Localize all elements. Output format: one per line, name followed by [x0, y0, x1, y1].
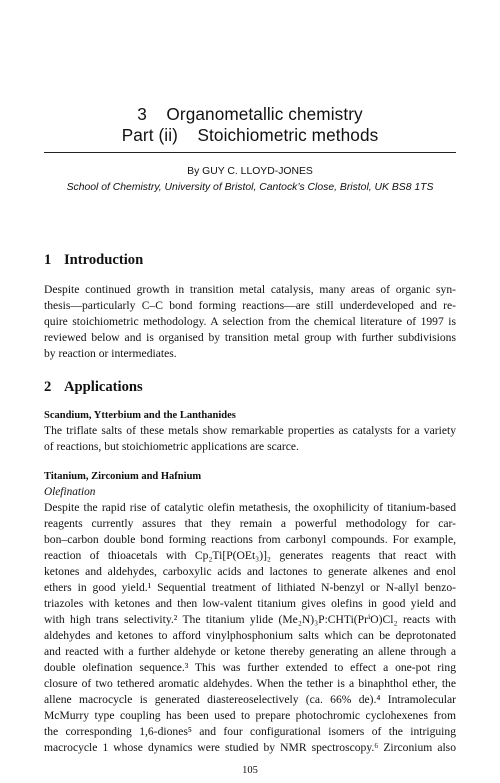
- titanium-paragraph: [44, 500, 456, 756]
- text-line: ethers in good yield.¹ Sequential treatment of lithiated N-benzyl or N-allyl benzo-: [44, 581, 456, 594]
- subsection-heading-titanium: Titanium, Zirconium and Hafnium: [44, 471, 202, 482]
- text-line: triazoles with ketones and then low-valent titanium gives olefins in good yield and: [44, 597, 456, 610]
- section-title: Introduction: [64, 252, 144, 268]
- text-line: McMurry type coupling has been used to prepare photochromic cyclohexenes from: [44, 709, 456, 722]
- text-line: closure of two tethered aromatic aldehydes. When the tether is a binaphthol ether, the: [44, 677, 456, 690]
- section-title: Applications: [64, 379, 143, 395]
- text-line: and reacted with a further aldehyde or ketone thereby generating an allene through a: [44, 645, 456, 658]
- text-line: ketones and aldehydes, carboxylic acids and lactones to generate alkenes and enol: [44, 565, 456, 578]
- text-line: the corresponding 1,6-diones⁵ and four configurational isomers of the intriguing: [44, 725, 456, 738]
- text-line: double olefination sequence.³ This was further extended to effect a one-pot ring: [44, 661, 456, 674]
- text-line: quire stoichiometric methodology. A selection from the chemical literature of 1997 is: [44, 315, 456, 328]
- text-line: by reaction or intermediates.: [44, 347, 177, 360]
- section-number: 1: [44, 252, 52, 268]
- text-line: aldehydes and ketones to afford vinylphosphonium salts which can be deprotonated: [44, 629, 456, 642]
- text-line: of reactions, but stoichiometric applications are scarce.: [44, 440, 299, 453]
- text-line: reagents currently assures that they remain a powerful methodology for car-: [44, 517, 456, 530]
- author-line: By GUY C. LLOYD-JONES: [187, 166, 313, 177]
- section-heading-applications: [44, 378, 456, 396]
- text-line: Despite continued growth in transition metal catalysis, many areas of organic syn-: [44, 283, 456, 296]
- text-line: allene macrocycle is generated diastereoselectively (ca. 66% de).⁴ Intramolecular: [44, 693, 456, 706]
- text-line: Despite the rapid rise of catalytic olefin metathesis, the oxophilicity of titanium-based: [44, 501, 456, 514]
- chapter-title-line-2: Part (ii) Stoichiometric methods: [121, 125, 379, 145]
- scandium-paragraph: [44, 423, 456, 455]
- introduction-paragraph: [44, 282, 456, 362]
- chapter-title: [44, 104, 456, 146]
- text-line: macrocycle 1 whose dynamics were studied by NMR spectroscopy.⁶ Zirconium also: [44, 741, 456, 754]
- section-number: 2: [44, 379, 52, 395]
- subsection-heading-scandium: Scandium, Ytterbium and the Lanthanides: [44, 410, 236, 421]
- text-line: with high trans selectivity.² The titanium ylide (Me₂N)₃P:CHTi(PrⁱO)Cl₂ reacts with: [44, 613, 456, 626]
- section-heading-introduction: [44, 251, 456, 269]
- text-line: bon–carbon double bond forming reactions from carbonyl compounds. For example,: [44, 533, 456, 546]
- text-line: reaction of thioacetals with Cp₂Ti[P(OEt₃)]₂ generates reagents that react with: [44, 549, 456, 562]
- subsubsection-heading-olefination: Olefination: [44, 486, 96, 498]
- affiliation-line: School of Chemistry, University of Bristol, Cantock’s Close, Bristol, UK BS8 1TS: [66, 182, 434, 193]
- page-number: 105: [242, 765, 258, 776]
- chapter-title-line-1: 3 Organometallic chemistry: [137, 104, 363, 124]
- text-line: thesis—particularly C–C bond forming reactions—are still underdeveloped and re-: [44, 299, 456, 312]
- text-line: reviewed below and is organised by transition metal group with further subdivisions: [44, 331, 456, 344]
- text-line: The triflate salts of these metals show remarkable properties as catalysts for a variety: [44, 424, 456, 437]
- title-rule: [44, 152, 456, 153]
